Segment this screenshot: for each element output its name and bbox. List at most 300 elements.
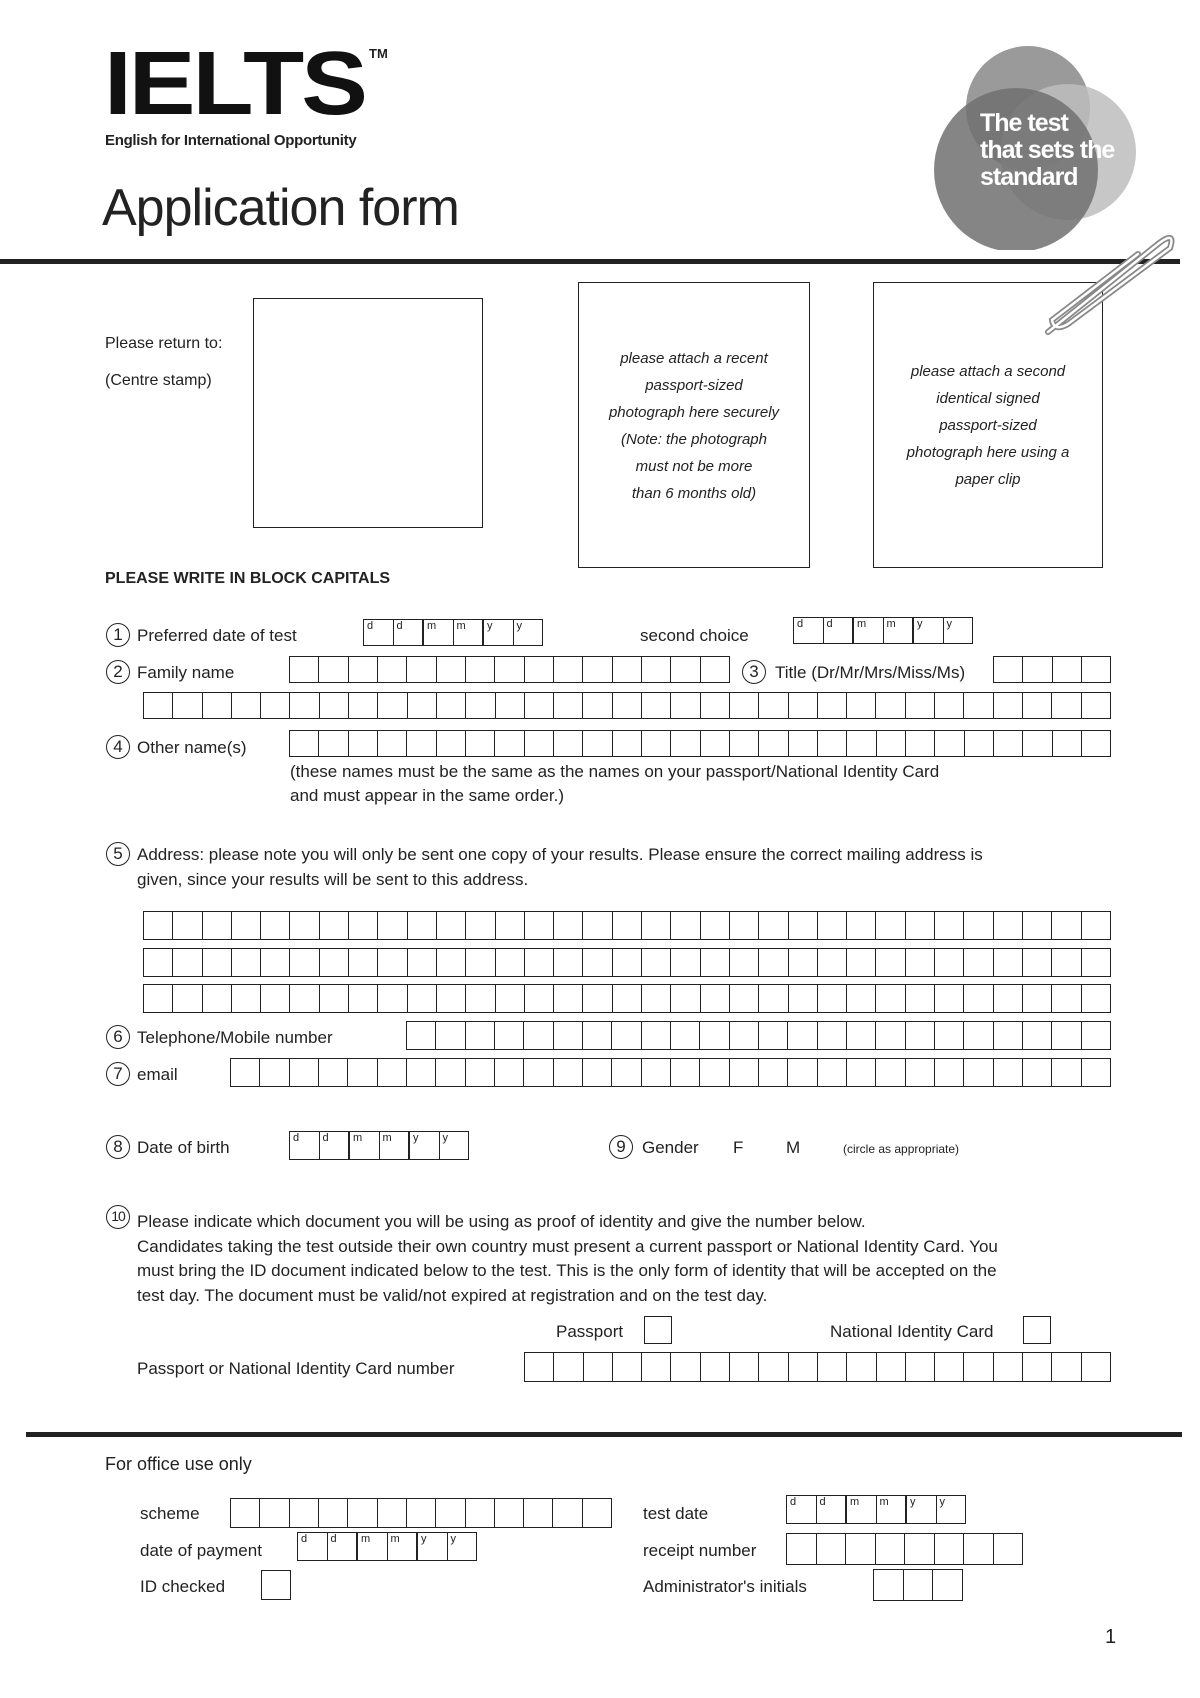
character-cell[interactable] xyxy=(436,693,465,718)
date-cell[interactable] xyxy=(787,1496,816,1523)
date-cell[interactable] xyxy=(482,620,513,645)
character-cell[interactable] xyxy=(963,693,992,718)
character-cell[interactable] xyxy=(172,912,201,939)
character-cell[interactable] xyxy=(436,949,465,976)
character-cell[interactable] xyxy=(1051,912,1080,939)
character-cell[interactable] xyxy=(875,949,904,976)
character-cell[interactable] xyxy=(435,1499,464,1527)
character-cell[interactable] xyxy=(788,949,817,976)
character-cell[interactable] xyxy=(934,731,963,756)
character-cell[interactable] xyxy=(494,731,523,756)
character-cell[interactable] xyxy=(523,1059,552,1086)
character-cell[interactable] xyxy=(319,693,348,718)
character-cell[interactable] xyxy=(348,731,377,756)
character-cell[interactable] xyxy=(231,1059,259,1086)
character-cell[interactable] xyxy=(406,1499,435,1527)
character-cell[interactable] xyxy=(407,912,436,939)
date-cell[interactable] xyxy=(379,1132,409,1159)
character-cell[interactable] xyxy=(1081,1353,1110,1381)
character-cell[interactable] xyxy=(523,1499,552,1527)
character-cell[interactable] xyxy=(641,1059,670,1086)
character-cell[interactable] xyxy=(1022,693,1051,718)
character-cell[interactable] xyxy=(582,949,611,976)
id-number-input[interactable] xyxy=(524,1352,1111,1382)
character-cell[interactable] xyxy=(525,1353,553,1381)
character-cell[interactable] xyxy=(406,657,435,682)
character-cell[interactable] xyxy=(934,1534,964,1564)
character-cell[interactable] xyxy=(259,1059,288,1086)
character-cell[interactable] xyxy=(553,731,582,756)
character-cell[interactable] xyxy=(583,1353,612,1381)
character-cell[interactable] xyxy=(495,693,524,718)
date-cell[interactable] xyxy=(852,618,883,643)
character-cell[interactable] xyxy=(348,657,377,682)
second-choice-date-input[interactable] xyxy=(793,617,973,644)
date-cell[interactable] xyxy=(943,618,973,643)
character-cell[interactable] xyxy=(993,1022,1022,1049)
character-cell[interactable] xyxy=(465,985,494,1012)
id-checked-checkbox[interactable] xyxy=(261,1570,291,1600)
date-cell[interactable] xyxy=(513,620,543,645)
character-cell[interactable] xyxy=(495,949,524,976)
character-cell[interactable] xyxy=(231,949,260,976)
character-cell[interactable] xyxy=(612,731,641,756)
character-cell[interactable] xyxy=(993,1353,1022,1381)
character-cell[interactable] xyxy=(729,1022,758,1049)
character-cell[interactable] xyxy=(582,731,611,756)
character-cell[interactable] xyxy=(934,1353,963,1381)
character-cell[interactable] xyxy=(904,1534,934,1564)
character-cell[interactable] xyxy=(377,657,406,682)
character-cell[interactable] xyxy=(436,985,465,1012)
character-cell[interactable] xyxy=(993,1059,1022,1086)
date-cell[interactable] xyxy=(453,620,483,645)
character-cell[interactable] xyxy=(963,1022,992,1049)
character-cell[interactable] xyxy=(1051,1353,1080,1381)
character-cell[interactable] xyxy=(1081,912,1110,939)
character-cell[interactable] xyxy=(494,657,523,682)
character-cell[interactable] xyxy=(670,949,699,976)
character-cell[interactable] xyxy=(260,949,289,976)
character-cell[interactable] xyxy=(816,1534,846,1564)
character-cell[interactable] xyxy=(494,1022,523,1049)
character-cell[interactable] xyxy=(846,985,875,1012)
character-cell[interactable] xyxy=(260,693,289,718)
date-of-birth-input[interactable] xyxy=(289,1131,469,1160)
character-cell[interactable] xyxy=(172,693,201,718)
character-cell[interactable] xyxy=(259,1499,288,1527)
character-cell[interactable] xyxy=(670,1059,699,1086)
character-cell[interactable] xyxy=(407,693,436,718)
national-id-checkbox[interactable] xyxy=(1023,1316,1051,1344)
character-cell[interactable] xyxy=(875,912,904,939)
character-cell[interactable] xyxy=(290,731,318,756)
character-cell[interactable] xyxy=(1081,1022,1110,1049)
date-cell[interactable] xyxy=(319,1132,349,1159)
character-cell[interactable] xyxy=(144,985,172,1012)
character-cell[interactable] xyxy=(406,1059,435,1086)
family-name-continuation-input[interactable] xyxy=(143,692,1111,719)
character-cell[interactable] xyxy=(846,1022,875,1049)
date-cell[interactable] xyxy=(298,1533,327,1560)
character-cell[interactable] xyxy=(1022,731,1051,756)
character-cell[interactable] xyxy=(817,1022,846,1049)
character-cell[interactable] xyxy=(817,912,846,939)
character-cell[interactable] xyxy=(612,1353,641,1381)
scheme-input[interactable] xyxy=(230,1498,612,1528)
character-cell[interactable] xyxy=(788,985,817,1012)
date-cell[interactable] xyxy=(364,620,393,645)
character-cell[interactable] xyxy=(289,1499,318,1527)
character-cell[interactable] xyxy=(553,1059,582,1086)
character-cell[interactable] xyxy=(1081,949,1110,976)
character-cell[interactable] xyxy=(1051,1022,1080,1049)
character-cell[interactable] xyxy=(348,912,377,939)
character-cell[interactable] xyxy=(641,657,670,682)
character-cell[interactable] xyxy=(875,693,904,718)
character-cell[interactable] xyxy=(1051,693,1080,718)
character-cell[interactable] xyxy=(993,912,1022,939)
character-cell[interactable] xyxy=(963,949,992,976)
character-cell[interactable] xyxy=(377,912,406,939)
character-cell[interactable] xyxy=(407,949,436,976)
character-cell[interactable] xyxy=(700,1353,729,1381)
character-cell[interactable] xyxy=(758,949,787,976)
character-cell[interactable] xyxy=(553,912,582,939)
character-cell[interactable] xyxy=(144,949,172,976)
character-cell[interactable] xyxy=(788,693,817,718)
character-cell[interactable] xyxy=(144,912,172,939)
character-cell[interactable] xyxy=(729,1059,758,1086)
character-cell[interactable] xyxy=(318,1059,347,1086)
character-cell[interactable] xyxy=(582,1499,611,1527)
character-cell[interactable] xyxy=(231,985,260,1012)
character-cell[interactable] xyxy=(436,912,465,939)
date-cell[interactable] xyxy=(422,620,453,645)
character-cell[interactable] xyxy=(290,657,318,682)
character-cell[interactable] xyxy=(670,985,699,1012)
date-cell[interactable] xyxy=(883,618,913,643)
character-cell[interactable] xyxy=(846,693,875,718)
character-cell[interactable] xyxy=(231,912,260,939)
character-cell[interactable] xyxy=(787,1059,816,1086)
character-cell[interactable] xyxy=(1022,912,1051,939)
character-cell[interactable] xyxy=(377,1059,406,1086)
date-cell[interactable] xyxy=(912,618,943,643)
character-cell[interactable] xyxy=(1022,1353,1051,1381)
character-cell[interactable] xyxy=(758,1022,787,1049)
character-cell[interactable] xyxy=(289,985,318,1012)
character-cell[interactable] xyxy=(524,693,553,718)
character-cell[interactable] xyxy=(729,1353,758,1381)
character-cell[interactable] xyxy=(231,693,260,718)
character-cell[interactable] xyxy=(670,912,699,939)
character-cell[interactable] xyxy=(700,985,729,1012)
date-cell[interactable] xyxy=(348,1132,379,1159)
character-cell[interactable] xyxy=(435,1059,464,1086)
character-cell[interactable] xyxy=(787,1534,816,1564)
admin-initials-input[interactable] xyxy=(873,1569,963,1601)
title-input[interactable] xyxy=(993,656,1111,683)
character-cell[interactable] xyxy=(1051,1059,1080,1086)
character-cell[interactable] xyxy=(699,1022,728,1049)
character-cell[interactable] xyxy=(553,1353,582,1381)
character-cell[interactable] xyxy=(905,985,934,1012)
date-cell[interactable] xyxy=(290,1132,319,1159)
character-cell[interactable] xyxy=(874,1570,903,1600)
character-cell[interactable] xyxy=(876,731,905,756)
character-cell[interactable] xyxy=(582,693,611,718)
character-cell[interactable] xyxy=(788,731,817,756)
character-cell[interactable] xyxy=(905,949,934,976)
character-cell[interactable] xyxy=(319,985,348,1012)
character-cell[interactable] xyxy=(875,1022,904,1049)
character-cell[interactable] xyxy=(612,949,641,976)
character-cell[interactable] xyxy=(465,657,494,682)
character-cell[interactable] xyxy=(905,1022,934,1049)
character-cell[interactable] xyxy=(993,693,1022,718)
character-cell[interactable] xyxy=(905,1059,934,1086)
character-cell[interactable] xyxy=(788,912,817,939)
character-cell[interactable] xyxy=(465,949,494,976)
date-cell[interactable] xyxy=(393,620,423,645)
date-cell[interactable] xyxy=(905,1496,936,1523)
email-input[interactable] xyxy=(230,1058,1111,1087)
character-cell[interactable] xyxy=(377,985,406,1012)
test-date-input[interactable] xyxy=(786,1495,966,1524)
character-cell[interactable] xyxy=(553,949,582,976)
character-cell[interactable] xyxy=(1022,657,1051,682)
character-cell[interactable] xyxy=(934,1022,963,1049)
character-cell[interactable] xyxy=(289,912,318,939)
character-cell[interactable] xyxy=(993,949,1022,976)
character-cell[interactable] xyxy=(407,1022,435,1049)
character-cell[interactable] xyxy=(641,949,670,976)
character-cell[interactable] xyxy=(729,693,758,718)
character-cell[interactable] xyxy=(963,912,992,939)
character-cell[interactable] xyxy=(700,693,729,718)
character-cell[interactable] xyxy=(465,1022,494,1049)
character-cell[interactable] xyxy=(1081,731,1110,756)
character-cell[interactable] xyxy=(1081,657,1110,682)
character-cell[interactable] xyxy=(524,731,553,756)
character-cell[interactable] xyxy=(1051,985,1080,1012)
character-cell[interactable] xyxy=(846,1353,875,1381)
character-cell[interactable] xyxy=(875,1534,905,1564)
character-cell[interactable] xyxy=(524,949,553,976)
character-cell[interactable] xyxy=(436,657,465,682)
character-cell[interactable] xyxy=(817,949,846,976)
character-cell[interactable] xyxy=(347,1059,376,1086)
character-cell[interactable] xyxy=(934,693,963,718)
character-cell[interactable] xyxy=(494,1059,523,1086)
character-cell[interactable] xyxy=(407,985,436,1012)
character-cell[interactable] xyxy=(553,1022,582,1049)
character-cell[interactable] xyxy=(289,949,318,976)
character-cell[interactable] xyxy=(582,985,611,1012)
character-cell[interactable] xyxy=(172,985,201,1012)
character-cell[interactable] xyxy=(934,1059,963,1086)
character-cell[interactable] xyxy=(905,1353,934,1381)
character-cell[interactable] xyxy=(202,949,231,976)
character-cell[interactable] xyxy=(289,693,318,718)
character-cell[interactable] xyxy=(552,1499,581,1527)
character-cell[interactable] xyxy=(817,1059,846,1086)
preferred-date-input[interactable] xyxy=(363,619,543,646)
character-cell[interactable] xyxy=(172,949,201,976)
character-cell[interactable] xyxy=(523,1022,552,1049)
character-cell[interactable] xyxy=(993,731,1022,756)
character-cell[interactable] xyxy=(641,1353,670,1381)
character-cell[interactable] xyxy=(845,1534,875,1564)
character-cell[interactable] xyxy=(494,1499,523,1527)
character-cell[interactable] xyxy=(202,912,231,939)
character-cell[interactable] xyxy=(963,985,992,1012)
character-cell[interactable] xyxy=(348,949,377,976)
character-cell[interactable] xyxy=(582,912,611,939)
character-cell[interactable] xyxy=(993,1534,1023,1564)
character-cell[interactable] xyxy=(465,731,494,756)
character-cell[interactable] xyxy=(817,985,846,1012)
address-line-2-input[interactable] xyxy=(143,948,1111,977)
character-cell[interactable] xyxy=(495,985,524,1012)
character-cell[interactable] xyxy=(934,949,963,976)
photo-box-1[interactable] xyxy=(578,282,810,568)
character-cell[interactable] xyxy=(903,1570,933,1600)
date-cell[interactable] xyxy=(447,1533,477,1560)
character-cell[interactable] xyxy=(817,693,846,718)
receipt-number-input[interactable] xyxy=(786,1533,1023,1565)
character-cell[interactable] xyxy=(729,912,758,939)
character-cell[interactable] xyxy=(993,985,1022,1012)
character-cell[interactable] xyxy=(524,657,553,682)
character-cell[interactable] xyxy=(524,912,553,939)
character-cell[interactable] xyxy=(582,657,611,682)
gender-option-f[interactable]: F xyxy=(733,1138,744,1157)
character-cell[interactable] xyxy=(144,693,172,718)
character-cell[interactable] xyxy=(465,693,494,718)
character-cell[interactable] xyxy=(377,949,406,976)
character-cell[interactable] xyxy=(964,731,993,756)
character-cell[interactable] xyxy=(406,731,435,756)
date-cell[interactable] xyxy=(876,1496,906,1523)
passport-checkbox[interactable] xyxy=(644,1316,672,1344)
character-cell[interactable] xyxy=(553,693,582,718)
character-cell[interactable] xyxy=(729,949,758,976)
character-cell[interactable] xyxy=(553,657,582,682)
character-cell[interactable] xyxy=(700,949,729,976)
character-cell[interactable] xyxy=(377,693,406,718)
character-cell[interactable] xyxy=(377,731,406,756)
character-cell[interactable] xyxy=(1022,949,1051,976)
character-cell[interactable] xyxy=(670,731,699,756)
character-cell[interactable] xyxy=(758,1353,787,1381)
character-cell[interactable] xyxy=(846,949,875,976)
address-line-1-input[interactable] xyxy=(143,911,1111,940)
character-cell[interactable] xyxy=(1052,731,1081,756)
character-cell[interactable] xyxy=(963,1534,993,1564)
character-cell[interactable] xyxy=(729,985,758,1012)
character-cell[interactable] xyxy=(934,985,963,1012)
character-cell[interactable] xyxy=(670,657,699,682)
character-cell[interactable] xyxy=(875,985,904,1012)
character-cell[interactable] xyxy=(1081,693,1110,718)
character-cell[interactable] xyxy=(377,1499,406,1527)
character-cell[interactable] xyxy=(612,912,641,939)
character-cell[interactable] xyxy=(1052,657,1081,682)
character-cell[interactable] xyxy=(319,949,348,976)
character-cell[interactable] xyxy=(553,985,582,1012)
character-cell[interactable] xyxy=(699,1059,728,1086)
date-cell[interactable] xyxy=(845,1496,876,1523)
character-cell[interactable] xyxy=(758,731,787,756)
character-cell[interactable] xyxy=(758,912,787,939)
character-cell[interactable] xyxy=(1022,1022,1051,1049)
character-cell[interactable] xyxy=(641,912,670,939)
character-cell[interactable] xyxy=(465,1499,494,1527)
character-cell[interactable] xyxy=(1022,985,1051,1012)
character-cell[interactable] xyxy=(319,912,348,939)
character-cell[interactable] xyxy=(582,1022,611,1049)
family-name-input[interactable] xyxy=(289,656,730,683)
date-cell[interactable] xyxy=(356,1533,387,1560)
character-cell[interactable] xyxy=(905,912,934,939)
character-cell[interactable] xyxy=(670,1022,699,1049)
character-cell[interactable] xyxy=(260,912,289,939)
character-cell[interactable] xyxy=(905,731,934,756)
character-cell[interactable] xyxy=(1022,1059,1051,1086)
character-cell[interactable] xyxy=(318,731,347,756)
character-cell[interactable] xyxy=(700,912,729,939)
character-cell[interactable] xyxy=(202,693,231,718)
character-cell[interactable] xyxy=(700,731,729,756)
character-cell[interactable] xyxy=(994,657,1022,682)
date-of-payment-input[interactable] xyxy=(297,1532,477,1561)
character-cell[interactable] xyxy=(347,1499,376,1527)
character-cell[interactable] xyxy=(876,1353,905,1381)
date-cell[interactable] xyxy=(387,1533,417,1560)
character-cell[interactable] xyxy=(612,985,641,1012)
character-cell[interactable] xyxy=(465,1059,494,1086)
character-cell[interactable] xyxy=(641,1022,670,1049)
character-cell[interactable] xyxy=(1081,1059,1110,1086)
character-cell[interactable] xyxy=(348,693,377,718)
character-cell[interactable] xyxy=(348,985,377,1012)
date-cell[interactable] xyxy=(416,1533,447,1560)
character-cell[interactable] xyxy=(1081,985,1110,1012)
date-cell[interactable] xyxy=(936,1496,966,1523)
telephone-input[interactable] xyxy=(406,1021,1111,1050)
character-cell[interactable] xyxy=(260,985,289,1012)
character-cell[interactable] xyxy=(435,1022,464,1049)
character-cell[interactable] xyxy=(817,1353,846,1381)
character-cell[interactable] xyxy=(758,985,787,1012)
character-cell[interactable] xyxy=(846,912,875,939)
character-cell[interactable] xyxy=(612,693,641,718)
character-cell[interactable] xyxy=(318,657,347,682)
character-cell[interactable] xyxy=(787,1022,816,1049)
character-cell[interactable] xyxy=(641,693,670,718)
date-cell[interactable] xyxy=(794,618,823,643)
character-cell[interactable] xyxy=(700,657,729,682)
character-cell[interactable] xyxy=(231,1499,259,1527)
character-cell[interactable] xyxy=(641,985,670,1012)
character-cell[interactable] xyxy=(932,1570,962,1600)
date-cell[interactable] xyxy=(327,1533,357,1560)
character-cell[interactable] xyxy=(875,1059,904,1086)
character-cell[interactable] xyxy=(495,912,524,939)
character-cell[interactable] xyxy=(202,985,231,1012)
